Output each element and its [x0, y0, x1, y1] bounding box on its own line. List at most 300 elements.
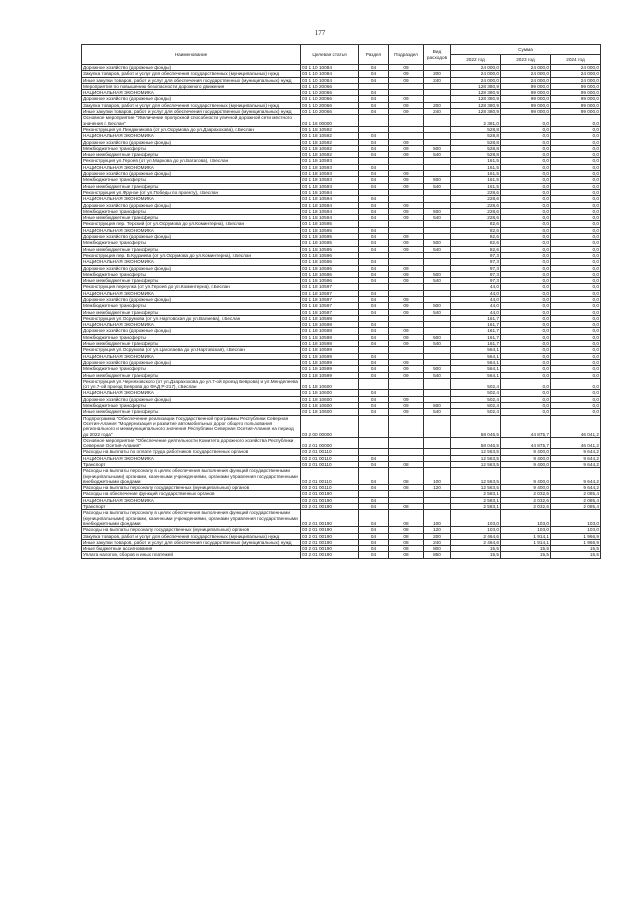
row-name: Межбюджетные трансферты: [82, 177, 301, 183]
row-sum-2023: 44 875,7: [501, 415, 551, 437]
row-section: 04: [359, 208, 389, 214]
row-name: НАЦИОНАЛЬНАЯ ЭКОНОМИКА: [82, 455, 301, 461]
row-subsection: 09: [389, 152, 424, 158]
row-sum-2024: 0,0: [551, 227, 601, 233]
row-sum-2023: 0,0: [501, 202, 551, 208]
row-target-article: 03 2 01 00110: [301, 485, 359, 491]
row-sum-2023: 0,0: [501, 133, 551, 139]
row-sum-2023: 0,0: [501, 309, 551, 315]
row-section: 04: [359, 77, 389, 83]
row-sum-2024: 0,0: [551, 215, 601, 221]
row-target-article: 03 1 18 10598: [301, 341, 359, 347]
row-sum-2024: 0,0: [551, 309, 601, 315]
row-target-article: 03 1 18 10595: [301, 240, 359, 246]
row-sum-2022: 161,5: [451, 164, 501, 170]
row-expense-type: 240: [424, 539, 451, 545]
row-sum-2024: 0,0: [551, 246, 601, 252]
row-sum-2022: 161,7: [451, 315, 501, 321]
row-name: Иные межбюджетные трансферты: [82, 309, 301, 315]
row-sum-2023: 9 400,0: [501, 449, 551, 455]
row-section: 04: [359, 403, 389, 409]
row-sum-2024: 9 644,2: [551, 462, 601, 468]
row-target-article: 03 2 01 00110: [301, 468, 359, 485]
row-section: 04: [359, 246, 389, 252]
row-name: Расходы на выплаты персоналу в целях обеспечения выполнения функций государственными (муниципальными) органами, казенными учреждениями, органами управления государственными внебюджетными фондами: [82, 468, 301, 485]
row-name: Иные закупки товаров, работ и услуг для обеспечения государственных (муниципальных) нужд: [82, 539, 301, 545]
row-section: 04: [359, 372, 389, 378]
row-sum-2024: 0,0: [551, 133, 601, 139]
row-section: 04: [359, 359, 389, 365]
row-target-article: 03 1 18 10597: [301, 284, 359, 290]
row-sum-2023: 0,0: [501, 284, 551, 290]
row-subsection: 09: [389, 246, 424, 252]
row-expense-type: 500: [424, 403, 451, 409]
row-section: 04: [359, 183, 389, 189]
row-sum-2023: 0,0: [501, 171, 551, 177]
row-sum-2022: 15,5: [451, 552, 501, 558]
row-sum-2022: 161,5: [451, 158, 501, 164]
row-subsection: 09: [389, 183, 424, 189]
row-subsection: 08: [389, 539, 424, 545]
row-target-article: 03 2 01 00110: [301, 449, 359, 455]
row-sum-2023: 9 400,0: [501, 468, 551, 485]
row-sum-2024: 46 041,2: [551, 415, 601, 437]
row-sum-2022: 161,5: [451, 183, 501, 189]
row-section: 04: [359, 164, 389, 170]
row-sum-2024: 24 000,0: [551, 65, 601, 71]
row-expense-type: [424, 115, 451, 127]
row-name: Реконструкция пер. Б.Кудзиева (от ул.Осрумова до ул.Коминтерна), г.Беслан: [82, 252, 301, 258]
row-target-article: 03 1 18 10593: [301, 164, 359, 170]
row-sum-2024: 0,0: [551, 334, 601, 340]
row-sum-2024: 0,0: [551, 271, 601, 277]
row-name: Реконструкция пер. Терский (от ул.Осрумова до ул.Коминтерна), г.Беслан: [82, 221, 301, 227]
row-sum-2023: 2 032,6: [501, 504, 551, 510]
row-subsection: 09: [389, 234, 424, 240]
row-sum-2022: 2 583,1: [451, 504, 501, 510]
row-section: 04: [359, 504, 389, 510]
row-sum-2023: 0,0: [501, 341, 551, 347]
row-subsection: 09: [389, 296, 424, 302]
row-sum-2023: 1 914,1: [501, 533, 551, 539]
row-sum-2023: 0,0: [501, 246, 551, 252]
row-sum-2024: 0,0: [551, 315, 601, 321]
table-row: [82, 468, 601, 485]
row-target-article: 03 2 01 00190: [301, 527, 359, 533]
row-sum-2022: 12 563,5: [451, 455, 501, 461]
row-subsection: 09: [389, 303, 424, 309]
row-target-article: 03 1 18 10595: [301, 234, 359, 240]
row-section: 04: [359, 455, 389, 461]
row-sum-2023: 0,0: [501, 145, 551, 151]
row-target-article: 03 1 10 20066: [301, 102, 359, 108]
row-target-article: 03 1 18 10600: [301, 390, 359, 396]
row-sum-2024: 0,0: [551, 409, 601, 415]
row-target-article: 03 1 18 10595: [301, 246, 359, 252]
row-sum-2023: 0,0: [501, 271, 551, 277]
row-subsection: 08: [389, 504, 424, 510]
row-section: 04: [359, 202, 389, 208]
row-name: Расходы на выплаты персоналу государственных (муниципальных) органов: [82, 485, 301, 491]
row-name: Межбюджетные трансферты: [82, 208, 301, 214]
row-sum-2022: 564,1: [451, 372, 501, 378]
row-sum-2023: 24 000,0: [501, 65, 551, 71]
row-section: 04: [359, 240, 389, 246]
row-name: Иные межбюджетные трансферты: [82, 215, 301, 221]
row-section: 04: [359, 303, 389, 309]
row-sum-2022: 58 046,5: [451, 415, 501, 437]
row-target-article: 03 1 10 20066: [301, 96, 359, 102]
row-sum-2024: 0,0: [551, 378, 601, 390]
row-section: 04: [359, 552, 389, 558]
row-sum-2024: 0,0: [551, 396, 601, 402]
row-subsection: 09: [389, 208, 424, 214]
row-name: Реконструкция ул.Фрунзе (от ул.Победы по проекту), г.Беслан: [82, 189, 301, 195]
row-sum-2023: 0,0: [501, 265, 551, 271]
row-sum-2023: 99 000,0: [501, 109, 551, 115]
row-name: НАЦИОНАЛЬНАЯ ЭКОНОМИКА: [82, 227, 301, 233]
row-sum-2022: 502,4: [451, 403, 501, 409]
row-expense-type: 540: [424, 246, 451, 252]
row-name: НАЦИОНАЛЬНАЯ ЭКОНОМИКА: [82, 390, 301, 396]
row-name: Дорожное хозяйство (дорожные фонды): [82, 265, 301, 271]
row-section: [359, 415, 389, 437]
row-target-article: 03 2 01 00190: [301, 546, 359, 552]
row-sum-2023: 103,0: [501, 510, 551, 527]
row-target-article: 03 1 18 10594: [301, 196, 359, 202]
row-sum-2023: 0,0: [501, 240, 551, 246]
row-sum-2024: 9 644,2: [551, 468, 601, 485]
row-section: 04: [359, 109, 389, 115]
row-name: Дорожное хозяйство (дорожные фонды): [82, 396, 301, 402]
row-sum-2024: 0,0: [551, 296, 601, 302]
table-row: [82, 115, 601, 127]
row-section: 04: [359, 265, 389, 271]
row-subsection: 09: [389, 96, 424, 102]
row-sum-2024: 0,0: [551, 328, 601, 334]
row-subsection: 08: [389, 485, 424, 491]
header-year-2022: 2022 год: [451, 55, 501, 65]
row-section: 04: [359, 533, 389, 539]
row-subsection: 09: [389, 372, 424, 378]
row-expense-type: 500: [424, 366, 451, 372]
row-target-article: 03 1 18 10594: [301, 208, 359, 214]
row-name: НАЦИОНАЛЬНАЯ ЭКОНОМИКА: [82, 133, 301, 139]
row-sum-2023: 0,0: [501, 322, 551, 328]
row-sum-2024: 15,5: [551, 552, 601, 558]
row-expense-type: 800: [424, 546, 451, 552]
row-sum-2023: 9 400,0: [501, 455, 551, 461]
row-sum-2023: 1 914,1: [501, 539, 551, 545]
row-target-article: 03 1 18 10595: [301, 227, 359, 233]
row-sum-2022: 564,1: [451, 359, 501, 365]
row-sum-2022: 24 000,0: [451, 71, 501, 77]
row-target-article: 03 1 10 20066: [301, 83, 359, 89]
row-sum-2024: 0,0: [551, 202, 601, 208]
row-sum-2023: 0,0: [501, 227, 551, 233]
header-year-2024: 2024 год: [551, 55, 601, 65]
row-target-article: 03 1 18 10596: [301, 278, 359, 284]
row-expense-type: 850: [424, 552, 451, 558]
row-sum-2023: 0,0: [501, 139, 551, 145]
row-sum-2024: 0,0: [551, 164, 601, 170]
row-target-article: 03 1 18 10598: [301, 328, 359, 334]
row-name: Межбюджетные трансферты: [82, 303, 301, 309]
row-name: Расходы на выплаты персоналу в целях обеспечения выполнения функций государственными (муниципальными) органами, казенными учреждениями, органами управления государственными внебюджетными фондами: [82, 510, 301, 527]
row-subsection: 09: [389, 71, 424, 77]
table-row: [82, 378, 601, 390]
row-section: 04: [359, 409, 389, 415]
row-section: 04: [359, 171, 389, 177]
row-sum-2022: 128 380,9: [451, 96, 501, 102]
row-sum-2022: 44,0: [451, 284, 501, 290]
row-sum-2022: 15,5: [451, 546, 501, 552]
row-expense-type: [424, 437, 451, 449]
row-sum-2022: 128 380,9: [451, 102, 501, 108]
row-subsection: 08: [389, 552, 424, 558]
row-sum-2024: 2 085,4: [551, 504, 601, 510]
row-expense-type: [424, 378, 451, 390]
row-name: Транспорт: [82, 462, 301, 468]
row-section: 04: [359, 227, 389, 233]
row-target-article: 03 1 10 10084: [301, 71, 359, 77]
row-target-article: 03 1 18 10599: [301, 372, 359, 378]
row-target-article: 03 2 01 00190: [301, 552, 359, 558]
table-row: [82, 437, 601, 449]
row-sum-2023: 0,0: [501, 328, 551, 334]
row-sum-2024: 2 085,4: [551, 491, 601, 497]
row-name: Межбюджетные трансферты: [82, 240, 301, 246]
row-subsection: 09: [389, 403, 424, 409]
row-sum-2022: 24 000,0: [451, 65, 501, 71]
row-sum-2022: 44,0: [451, 309, 501, 315]
row-name: Межбюджетные трансферты: [82, 403, 301, 409]
row-target-article: 03 1 18 10597: [301, 290, 359, 296]
row-sum-2023: 0,0: [501, 252, 551, 258]
row-name: НАЦИОНАЛЬНАЯ ЭКОНОМИКА: [82, 259, 301, 265]
row-target-article: 03 1 10 10084: [301, 77, 359, 83]
row-name: Дорожное хозяйство (дорожные фонды): [82, 296, 301, 302]
row-sum-2022: 228,6: [451, 215, 501, 221]
row-sum-2023: 0,0: [501, 372, 551, 378]
row-target-article: 03 1 18 10598: [301, 315, 359, 321]
row-sum-2022: 2 464,6: [451, 533, 501, 539]
row-sum-2022: 24 000,0: [451, 77, 501, 83]
row-sum-2024: 0,0: [551, 259, 601, 265]
row-section: 04: [359, 341, 389, 347]
row-section: [359, 378, 389, 390]
row-subsection: 09: [389, 215, 424, 221]
row-target-article: 03 1 18 10597: [301, 296, 359, 302]
row-sum-2024: 0,0: [551, 189, 601, 195]
row-section: 04: [359, 328, 389, 334]
row-sum-2023: 0,0: [501, 208, 551, 214]
row-target-article: 03 1 18 10596: [301, 265, 359, 271]
row-section: 04: [359, 139, 389, 145]
row-name: Дорожное хозяйство (дорожные фонды): [82, 359, 301, 365]
row-target-article: 03 1 10 20066: [301, 90, 359, 96]
row-target-article: 03 1 10 20066: [301, 109, 359, 115]
row-name: Дорожное хозяйство (дорожные фонды): [82, 65, 301, 71]
row-section: 04: [359, 510, 389, 527]
row-subsection: 09: [389, 278, 424, 284]
row-sum-2022: 228,6: [451, 196, 501, 202]
row-target-article: 03 1 18 10599: [301, 347, 359, 353]
row-name: Дорожное хозяйство (дорожные фонды): [82, 171, 301, 177]
row-subsection: 08: [389, 468, 424, 485]
row-name: Реконструкция переулка (от ул.Героев до ул.Коминтерна), г.Беслан: [82, 284, 301, 290]
row-sum-2023: 0,0: [501, 278, 551, 284]
row-sum-2022: 528,8: [451, 126, 501, 132]
row-name: Закупка товаров, работ и услуг для обеспечения государственных (муниципальных) нужд: [82, 102, 301, 108]
row-expense-type: 200: [424, 102, 451, 108]
row-sum-2024: 0,0: [551, 372, 601, 378]
row-sum-2022: 161,5: [451, 171, 501, 177]
row-subsection: 09: [389, 65, 424, 71]
row-subsection: 09: [389, 328, 424, 334]
row-sum-2023: 0,0: [501, 334, 551, 340]
header-subsection: Подраздел: [389, 45, 424, 65]
row-sum-2022: 2 583,1: [451, 497, 501, 503]
row-sum-2024: 15,5: [551, 546, 601, 552]
row-sum-2024: 0,0: [551, 158, 601, 164]
row-sum-2024: 9 644,2: [551, 485, 601, 491]
row-sum-2022: 228,6: [451, 208, 501, 214]
row-expense-type: 200: [424, 71, 451, 77]
row-name: Межбюджетные трансферты: [82, 271, 301, 277]
row-target-article: 03 1 18 10600: [301, 378, 359, 390]
row-subsection: 09: [389, 171, 424, 177]
row-target-article: 03 1 18 10596: [301, 259, 359, 265]
row-name: Дорожное хозяйство (дорожные фонды): [82, 234, 301, 240]
row-sum-2023: 0,0: [501, 403, 551, 409]
row-sum-2023: 2 032,6: [501, 497, 551, 503]
row-sum-2023: 0,0: [501, 353, 551, 359]
row-sum-2024: 0,0: [551, 115, 601, 127]
row-sum-2024: 0,0: [551, 252, 601, 258]
row-name: Реконструкция ул.Черняховского (от ул.Дзарахохова до ул.7-ой проезд Беврова) и ул.Менделеева (от ул.7-ой проезд Беврова до ФАД Р-217), г.Беслан: [82, 378, 301, 390]
row-subsection: 09: [389, 240, 424, 246]
row-name: Расходы на выплаты по оплате труда работников государственных органов: [82, 449, 301, 455]
row-sum-2023: 15,5: [501, 552, 551, 558]
row-name: Уплата налогов, сборов и иных платежей: [82, 552, 301, 558]
table-row: [82, 552, 601, 558]
row-target-article: 03 1 18 10592: [301, 126, 359, 132]
row-sum-2024: 103,0: [551, 527, 601, 533]
row-expense-type: 540: [424, 152, 451, 158]
row-sum-2023: 0,0: [501, 196, 551, 202]
row-subsection: 09: [389, 341, 424, 347]
row-sum-2024: 99 000,0: [551, 102, 601, 108]
row-sum-2023: 0,0: [501, 234, 551, 240]
row-expense-type: 120: [424, 485, 451, 491]
row-sum-2022: 502,4: [451, 409, 501, 415]
row-name: НАЦИОНАЛЬНАЯ ЭКОНОМИКА: [82, 290, 301, 296]
row-sum-2024: 0,0: [551, 152, 601, 158]
row-target-article: 03 2 01 00190: [301, 533, 359, 539]
row-section: 04: [359, 366, 389, 372]
row-section: 04: [359, 546, 389, 552]
row-sum-2022: 103,0: [451, 510, 501, 527]
row-section: 04: [359, 152, 389, 158]
row-sum-2022: 82,6: [451, 246, 501, 252]
row-sum-2023: 99 000,0: [501, 96, 551, 102]
row-sum-2022: 44,0: [451, 290, 501, 296]
row-subsection: 09: [389, 145, 424, 151]
row-sum-2024: 0,0: [551, 353, 601, 359]
row-subsection: 08: [389, 533, 424, 539]
row-sum-2024: 0,0: [551, 126, 601, 132]
row-sum-2024: 24 000,0: [551, 77, 601, 83]
row-target-article: 03 2 01 00190: [301, 491, 359, 497]
row-target-article: 03 1 18 10597: [301, 309, 359, 315]
row-sum-2022: 528,8: [451, 152, 501, 158]
row-section: 04: [359, 65, 389, 71]
row-sum-2024: 0,0: [551, 171, 601, 177]
header-year-2023: 2023 год: [501, 55, 551, 65]
row-sum-2024: 0,0: [551, 341, 601, 347]
row-sum-2023: 2 032,6: [501, 491, 551, 497]
row-subsection: 08: [389, 527, 424, 533]
row-target-article: 03 1 18 10594: [301, 215, 359, 221]
row-sum-2024: 0,0: [551, 366, 601, 372]
row-sum-2023: 0,0: [501, 390, 551, 396]
row-sum-2022: 502,4: [451, 390, 501, 396]
row-sum-2022: 97,3: [451, 265, 501, 271]
row-expense-type: 500: [424, 177, 451, 183]
row-sum-2024: 99 000,0: [551, 109, 601, 115]
row-name: Иные межбюджетные трансферты: [82, 372, 301, 378]
row-sum-2023: 0,0: [501, 366, 551, 372]
row-target-article: 03 1 18 10600: [301, 409, 359, 415]
row-section: 04: [359, 215, 389, 221]
header-name: Наименование: [82, 45, 301, 65]
row-sum-2022: 564,1: [451, 366, 501, 372]
row-sum-2024: 0,0: [551, 139, 601, 145]
row-subsection: 09: [389, 271, 424, 277]
row-target-article: 03 2 01 00000: [301, 437, 359, 449]
row-sum-2022: 161,7: [451, 341, 501, 347]
row-sum-2024: 0,0: [551, 284, 601, 290]
row-name: Основное мероприятие "Увеличение пропускной способности уличной дорожной сети местного значения г. Беслан": [82, 115, 301, 127]
row-expense-type: 240: [424, 77, 451, 83]
row-name: Дорожное хозяйство (дорожные фонды): [82, 202, 301, 208]
table-row: [82, 415, 601, 437]
row-sum-2023: 44 875,7: [501, 437, 551, 449]
row-sum-2024: 0,0: [551, 145, 601, 151]
row-section: 04: [359, 278, 389, 284]
table-header: [82, 45, 601, 65]
row-subsection: [389, 378, 424, 390]
row-expense-type: 540: [424, 372, 451, 378]
row-section: 04: [359, 259, 389, 265]
row-subsection: 09: [389, 359, 424, 365]
row-target-article: 03 1 18 10593: [301, 183, 359, 189]
row-expense-type: 540: [424, 341, 451, 347]
row-sum-2022: 103,0: [451, 527, 501, 533]
row-name: Иные межбюджетные трансферты: [82, 183, 301, 189]
row-name: Иные межбюджетные трансферты: [82, 341, 301, 347]
row-sum-2024: 24 000,0: [551, 71, 601, 77]
header-target-article: Целевая статья: [301, 45, 359, 65]
row-expense-type: 500: [424, 334, 451, 340]
row-section: 04: [359, 322, 389, 328]
row-name: Межбюджетные трансферты: [82, 366, 301, 372]
row-section: 04: [359, 133, 389, 139]
row-name: Иные межбюджетные трансферты: [82, 409, 301, 415]
row-name: Закупка товаров, работ и услуг для обеспечения государственных (муниципальных) нужд: [82, 533, 301, 539]
row-sum-2023: 0,0: [501, 183, 551, 189]
